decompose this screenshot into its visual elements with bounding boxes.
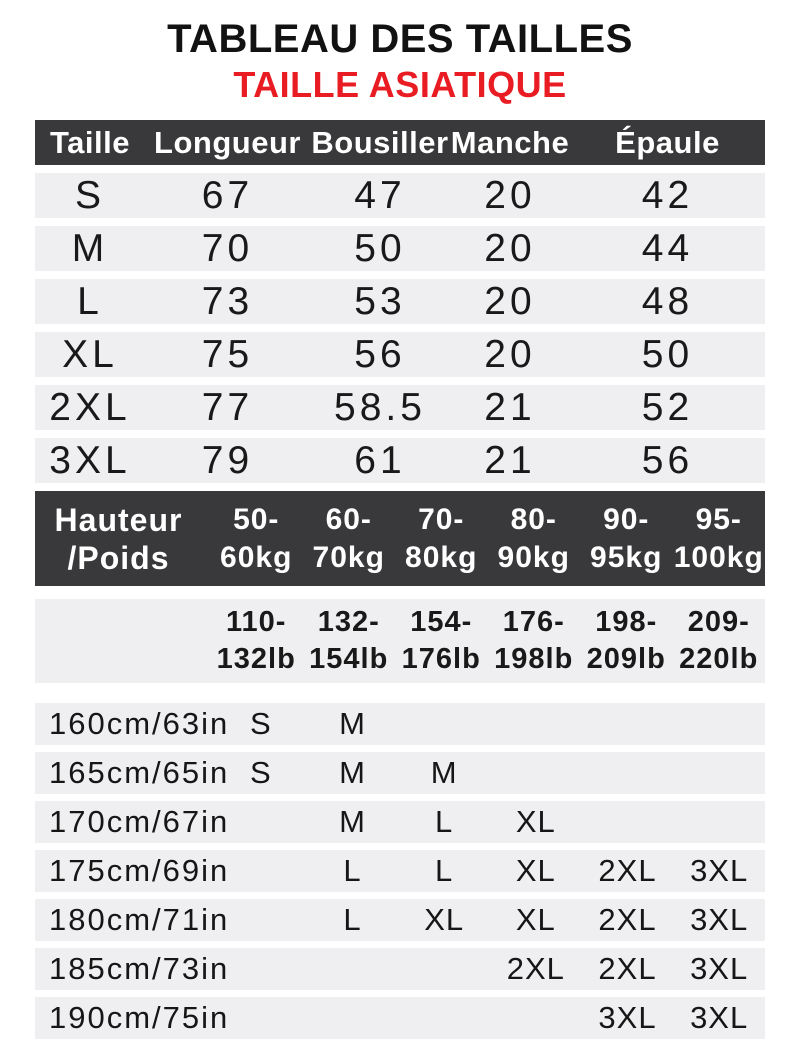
matrix-cell: M: [339, 755, 366, 790]
lb-range: 198- 209lb: [586, 606, 666, 675]
size-row-3xl: [35, 438, 765, 483]
size-chart-page: [0, 16, 800, 1061]
size-row-2xl: [35, 385, 765, 430]
matrix-cell: 3XL: [690, 951, 749, 986]
matrix-cell: XL: [515, 853, 556, 888]
cell-size: 3XL: [49, 438, 131, 482]
matrix-cell: M: [339, 804, 366, 839]
matrix-cell: S: [249, 706, 272, 741]
height-label: 165cm/65in: [49, 755, 230, 790]
cell-longueur: 70: [201, 226, 254, 270]
hauteur-poids-label: [35, 501, 210, 577]
cell-bousiller: 47: [354, 173, 406, 217]
page-subtitle: TAILLE ASIATIQUE: [233, 64, 567, 105]
matrix-cell: 3XL: [690, 902, 749, 937]
matrix-cell: 3XL: [598, 1000, 657, 1035]
hauteur-label: Hauteur: [54, 501, 183, 538]
cell-manche: 20: [484, 279, 536, 323]
cell-manche: 21: [484, 385, 536, 429]
height-row-190: [35, 997, 765, 1039]
size-row-l: [35, 279, 765, 324]
height-row-175: [35, 850, 765, 892]
matrix-cell: 3XL: [690, 853, 749, 888]
matrix-cell: XL: [515, 902, 556, 937]
kg-range: 90- 95kg: [590, 502, 663, 574]
column-header-longueur: Longueur: [154, 124, 301, 160]
height-label: 185cm/73in: [49, 951, 230, 986]
cell-size: 2XL: [49, 385, 131, 429]
height-row-160: [35, 703, 765, 745]
lb-range: 154- 176lb: [401, 606, 481, 675]
cell-size: M: [71, 226, 109, 270]
matrix-cell: L: [435, 853, 454, 888]
matrix-cell: 2XL: [506, 951, 565, 986]
cell-manche: 20: [484, 332, 536, 376]
matrix-cell: S: [249, 755, 272, 790]
cell-bousiller: 61: [354, 438, 406, 482]
kg-range: 95- 100kg: [673, 502, 764, 574]
height-label: 180cm/71in: [49, 902, 230, 937]
cell-size: XL: [62, 332, 118, 376]
cell-bousiller: 56: [354, 332, 406, 376]
cell-epaule: 44: [641, 226, 694, 270]
cell-longueur: 67: [201, 173, 254, 217]
height-label: 160cm/63in: [49, 706, 230, 741]
matrix-cell: L: [343, 902, 362, 937]
matrix-cell: XL: [515, 804, 556, 839]
kg-range: 80- 90kg: [497, 502, 570, 574]
pounds-row: [35, 599, 765, 683]
matrix-cell: 2XL: [598, 853, 657, 888]
page-title: TABLEAU DES TAILLES: [167, 17, 633, 61]
height-row-180: [35, 899, 765, 941]
cell-epaule: 48: [641, 279, 694, 323]
cell-longueur: 77: [201, 385, 254, 429]
lb-range: 110- 132lb: [216, 606, 296, 675]
cell-epaule: 52: [641, 385, 694, 429]
matrix-cell: 2XL: [598, 951, 657, 986]
weight-header-bar: [35, 491, 765, 586]
cell-longueur: 73: [201, 279, 254, 323]
column-header-epaule: Épaule: [615, 124, 720, 160]
matrix-cell: M: [339, 706, 366, 741]
height-label: 190cm/75in: [49, 1000, 230, 1035]
cell-epaule: 56: [641, 438, 694, 482]
cell-bousiller: 53: [354, 279, 406, 323]
kg-range: 60- 70kg: [312, 502, 385, 574]
column-header-bousiller: Bousiller: [311, 124, 449, 160]
height-row-170: [35, 801, 765, 843]
size-row-xl: [35, 332, 765, 377]
lb-range: 209- 220lb: [679, 606, 759, 675]
cell-epaule: 50: [641, 332, 694, 376]
column-header-taille: Taille: [50, 124, 130, 160]
cell-bousiller: 50: [354, 226, 406, 270]
height-label: 170cm/67in: [49, 804, 230, 839]
cell-longueur: 75: [201, 332, 254, 376]
size-row-m: [35, 226, 765, 271]
matrix-cell: L: [435, 804, 454, 839]
cell-manche: 20: [484, 226, 536, 270]
matrix-cell: 2XL: [598, 902, 657, 937]
cell-epaule: 42: [641, 173, 694, 217]
cell-size: S: [74, 173, 105, 217]
lb-range: 176- 198lb: [494, 606, 574, 675]
cell-bousiller: 58.5: [334, 385, 426, 429]
height-size-matrix: [35, 703, 765, 1039]
lb-range: 132- 154lb: [309, 606, 389, 675]
height-row-165: [35, 752, 765, 794]
cell-manche: 20: [484, 173, 536, 217]
kg-range: 70- 80kg: [405, 502, 478, 574]
cell-longueur: 79: [201, 438, 254, 482]
height-row-185: [35, 948, 765, 990]
matrix-cell: M: [430, 755, 458, 790]
matrix-cell: XL: [424, 902, 465, 937]
size-row-s: [35, 173, 765, 218]
matrix-cell: L: [343, 853, 362, 888]
size-table-header-row: [35, 120, 765, 165]
cell-manche: 21: [484, 438, 536, 482]
cell-size: L: [77, 279, 103, 323]
size-table: [35, 120, 765, 483]
kg-range: 50- 60kg: [220, 502, 293, 574]
height-label: 175cm/69in: [49, 853, 230, 888]
matrix-cell: 3XL: [690, 1000, 749, 1035]
poids-label: /Poids: [67, 539, 170, 576]
column-header-manche: Manche: [450, 124, 570, 160]
